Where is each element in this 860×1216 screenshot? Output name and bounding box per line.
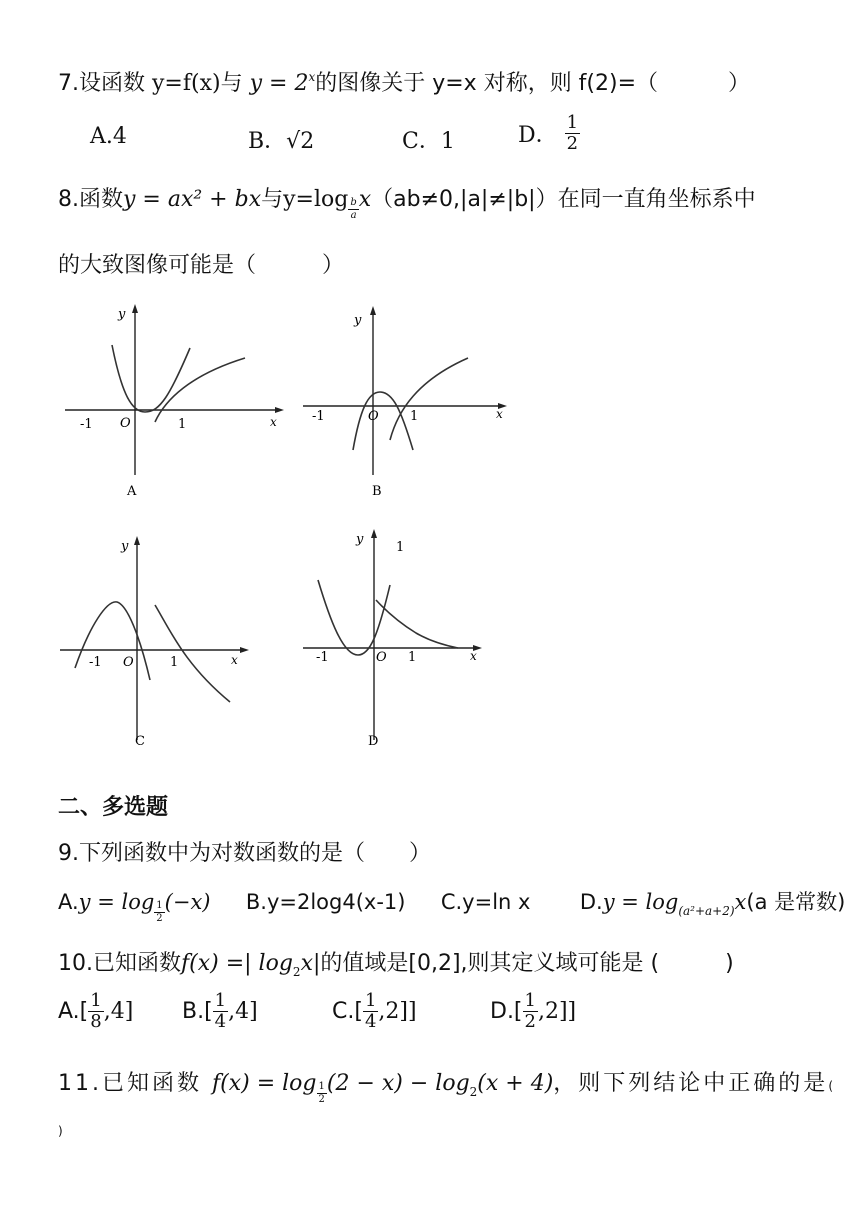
- q9-option-b: B.y=2log4(x-1): [245, 890, 406, 914]
- q10-expr-end: x|: [300, 951, 321, 976]
- q10-stem: [58, 946, 734, 979]
- q10-a-label: A.[: [58, 999, 89, 1024]
- q7-d-num: 1: [566, 112, 579, 133]
- q8-c-neg1: -1: [89, 655, 102, 670]
- q11-base-num: 1: [318, 1081, 325, 1092]
- q10-c-den: 4: [364, 1011, 377, 1032]
- q10-a-frac: [88, 992, 103, 1031]
- q8-log-base: [348, 198, 358, 221]
- q8-prefix: 8.函数: [58, 187, 123, 212]
- q8-b-neg1: -1: [312, 409, 325, 424]
- q9-d-var: x: [734, 890, 747, 914]
- q7-prefix: 7.设函数: [58, 71, 145, 96]
- q8-graph-b: [298, 300, 518, 500]
- q9-d-label: D.: [579, 890, 603, 914]
- q8-d-x-label: x: [470, 649, 477, 663]
- q8-cond: （ab≠0,|a|≠|b|）在同一直角坐标系中: [371, 187, 756, 212]
- q7-g-exp: x: [308, 70, 316, 84]
- q8-stem: [58, 182, 756, 221]
- q10-b-num: 1: [214, 990, 227, 1011]
- q8-a-y-label: y: [118, 307, 126, 322]
- q8-a-x-label: x: [270, 415, 277, 429]
- q10-d-end: ,2]]: [537, 999, 577, 1024]
- q10-b-frac: [213, 992, 228, 1031]
- q8-b-x-label: x: [496, 407, 503, 421]
- q10-prefix: 10.已知函数: [58, 951, 181, 976]
- q7-option-d: [518, 114, 580, 153]
- q8-a-pos1: 1: [178, 417, 187, 432]
- q8-a-letter: A: [127, 484, 137, 499]
- q8-a-neg1: -1: [80, 417, 93, 432]
- q10-c-end: ,2]]: [378, 999, 417, 1024]
- q7-f-expr: y=f(x): [152, 71, 221, 96]
- q7-with: 与: [220, 71, 243, 96]
- q11-suffix: ，则下列结论中正确的是: [553, 1071, 829, 1096]
- q10-suffix: 的值域是[0,2],则其定义域可能是 ( ): [320, 951, 734, 976]
- q11-sub2: 2: [469, 1085, 478, 1099]
- q10-d-frac: [523, 992, 538, 1031]
- q11-open-paren: (: [828, 1079, 833, 1093]
- q10-expr: f(x) =| log: [181, 951, 293, 976]
- q7-option-b-label: B．: [248, 129, 287, 154]
- q8-b-letter: B: [372, 484, 382, 499]
- q10-d-label: D.[: [490, 999, 523, 1024]
- q11-expr-a: f(x) = log: [212, 1071, 317, 1096]
- q8-a-origin: O: [120, 416, 131, 431]
- q11-expr-c: (x + 4): [477, 1071, 554, 1096]
- q10-option-c: [332, 992, 417, 1031]
- q11-prefix: 11.已知函数: [58, 1071, 202, 1096]
- q7-mid: 的图像关于 y=x 对称，则 f(2)=（: [315, 71, 659, 96]
- q9-d-sub: (a²+a+2): [678, 904, 735, 918]
- q7-g-base: y = 2: [249, 71, 309, 96]
- q8-b-origin: O: [368, 409, 379, 424]
- q8-stem-line2: 的大致图像可能是（ ）: [58, 253, 345, 278]
- q8-expr1: y = ax² + bx: [123, 187, 262, 212]
- q8-base-num: b: [350, 197, 357, 208]
- q9-a-arg: (−x): [164, 890, 211, 914]
- q11-base: [317, 1082, 327, 1105]
- q11-close-paren: ): [58, 1124, 63, 1138]
- q10-c-num: 1: [364, 990, 377, 1011]
- q7-stem: [58, 66, 750, 97]
- q10-option-b: [182, 992, 258, 1031]
- q8-b-y-label: y: [354, 313, 362, 328]
- q10-a-end: ,4]: [103, 999, 134, 1024]
- q8-d-letter: D: [368, 734, 379, 749]
- q8-c-x-label: x: [231, 653, 238, 667]
- q10-b-end: ,4]: [228, 999, 258, 1024]
- q8-log-var: x: [358, 187, 372, 212]
- q8-d-neg1: -1: [316, 650, 329, 665]
- q8-c-y-label: y: [121, 539, 129, 554]
- q8-c-origin: O: [123, 655, 134, 670]
- q9-stem: 9.下列函数中为对数函数的是（ ）: [58, 841, 431, 866]
- q9-option-d: [579, 890, 846, 918]
- q10-option-d: [490, 992, 576, 1031]
- q7-option-b: [248, 124, 314, 155]
- q8-graph-d: [298, 525, 518, 750]
- q10-a-num: 1: [90, 990, 102, 1011]
- q10-c-label: C.[: [332, 999, 363, 1024]
- q11-stem: [58, 1066, 833, 1105]
- q9-option-c: C.y=ln x: [440, 890, 531, 914]
- q11-expr-b: (2 − x) − log: [326, 1071, 470, 1096]
- q8-graph-a: [60, 300, 290, 500]
- q10-c-frac: [363, 992, 378, 1031]
- q7-end: ）: [728, 71, 751, 96]
- q8-c-letter: C: [135, 734, 145, 749]
- q10-b-label: B.[: [182, 999, 213, 1024]
- q10-a-den: 8: [90, 1011, 102, 1032]
- q9-option-a: [58, 890, 217, 924]
- q9-d-expr: y = log: [602, 890, 679, 914]
- q9-a-expr: y = log: [78, 890, 155, 914]
- q8-log-text: 与y=log: [261, 187, 349, 212]
- q11-base-den: 2: [318, 1094, 325, 1105]
- q9-d-note: (a 是常数): [746, 890, 846, 914]
- q10-d-den: 2: [524, 1011, 536, 1032]
- q7-option-c: C．1: [402, 129, 455, 154]
- q8-graph-c: [55, 530, 285, 750]
- q10-d-num: 1: [524, 990, 536, 1011]
- q7-option-a: A.4: [90, 124, 127, 149]
- q9-a-label: A.: [58, 890, 79, 914]
- q8-c-pos1: 1: [170, 655, 179, 670]
- q9-a-base-den: 2: [156, 913, 163, 924]
- q9-a-base-num: 1: [156, 900, 163, 911]
- q10-b-den: 4: [214, 1011, 227, 1032]
- q8-d-y-label: y: [356, 532, 364, 547]
- q7-option-d-fraction: [565, 114, 580, 153]
- q8-base-den: a: [350, 210, 357, 221]
- q7-option-b-value: √2: [286, 129, 315, 154]
- q10-expr-sub: 2: [292, 965, 301, 979]
- q8-b-pos1: 1: [410, 409, 419, 424]
- q9-options: [58, 886, 845, 924]
- q7-d-den: 2: [566, 133, 579, 154]
- q7-option-d-label: D．: [518, 123, 558, 148]
- q10-option-a: [58, 992, 133, 1031]
- q9-a-base: [154, 901, 164, 924]
- section-heading: 二、多选题: [58, 795, 169, 820]
- q8-d-pos1: 1: [408, 650, 417, 665]
- q8-d-origin: O: [376, 650, 387, 665]
- q8-d-extra-label: 1: [396, 540, 405, 555]
